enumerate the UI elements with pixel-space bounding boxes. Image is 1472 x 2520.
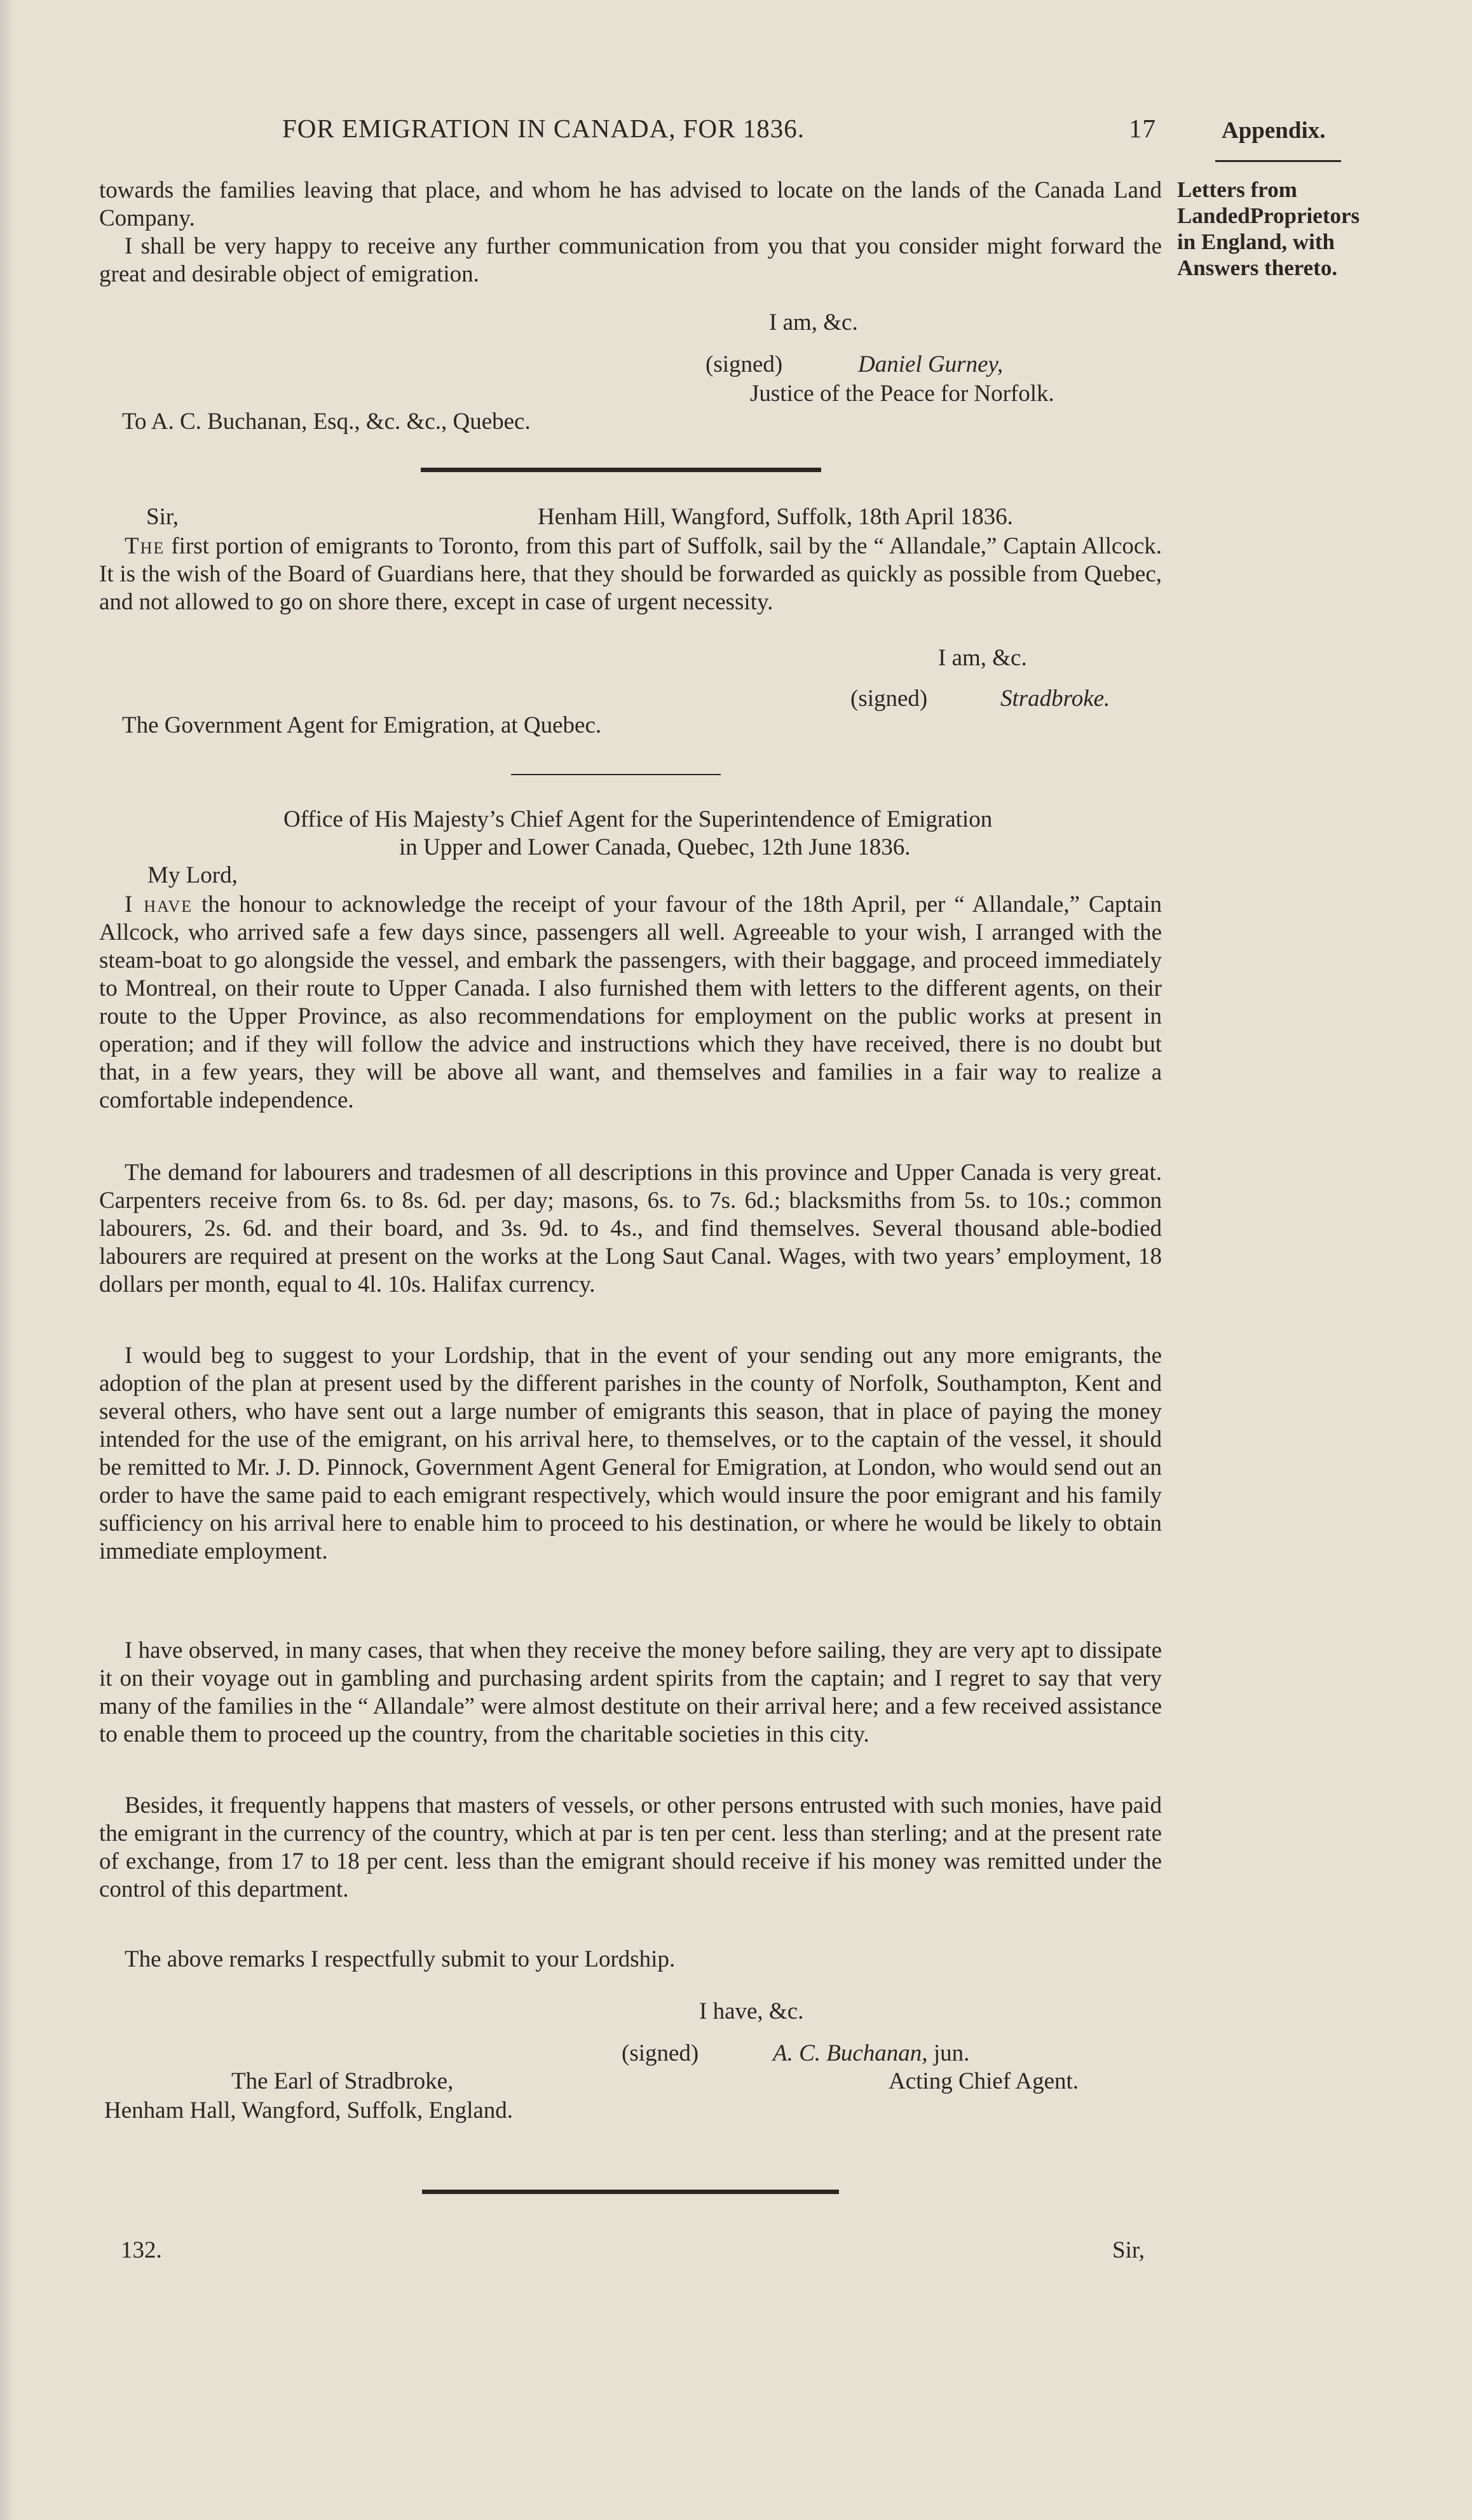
letter3-office-line-2: in Upper and Lower Canada, Quebec, 12th June 1836. xyxy=(399,834,911,860)
letter2-signature: Stradbroke. xyxy=(1000,686,1110,712)
margin-note xyxy=(1177,177,1360,281)
margin-note-line: Letters from xyxy=(1177,177,1297,202)
letter1-addressee: To A. C. Buchanan, Esq., &c. &c., Quebec. xyxy=(122,409,531,435)
letter2-salutation: Sir, xyxy=(146,504,179,530)
letter1-paragraph-2: I shall be very happy to receive any further communication from you that you consider might forward the great and desirable object of emigration. xyxy=(99,233,1162,287)
appendix-underline xyxy=(1215,160,1341,162)
letter3-signed: (signed) xyxy=(622,2040,699,2066)
letter1-closing: I am, &c. xyxy=(769,309,858,335)
section-divider xyxy=(511,774,721,775)
letter3-lead-word: I have xyxy=(125,891,193,918)
section-divider xyxy=(422,2190,839,2194)
page-edge-shadow xyxy=(0,0,14,2520)
margin-note-line: Answers thereto. xyxy=(1177,255,1338,280)
letter3-addressee-line-1: The Earl of Stradbroke, xyxy=(231,2068,454,2094)
letter2-body: The first portion of emigrants to Toronto, from this part of Suffolk, sail by the “ Allandale,” Captain Allcock. It is the wish of the Board of Guardians here, that they should be forwarded as quickly as possible from Quebec, and not allowed to go on shore there, except in case of urgent necessity. xyxy=(99,533,1162,615)
letter3-paragraph-6: The above remarks I respectfully submit to your Lordship. xyxy=(125,1946,676,1972)
letter1-signature: Daniel Gurney, xyxy=(858,351,1004,377)
letter1-paragraph-1: towards the families leaving that place, and whom he has advised to locate on the lands of the Canada Land Company. xyxy=(99,177,1162,231)
letter2-dateline: Henham Hill, Wangford, Suffolk, 18th April 1836. xyxy=(538,504,1013,530)
letter3-paragraph-3: I would beg to suggest to your Lordship, that in the event of your sending out any more emigrants, the adoption of the plan at present used by the different parishes in the county of Norfolk, Southampton, Kent and several others, who have sent out a large number of emigrants this season, that in place of paying the money intended for the use of the emigrant, on his arrival here, to themselves, or to the captain of the vessel, it should be remitted to Mr. J. D. Pinnock, Government Agent General for Emigration, at London, who would send out an order to have the same paid to each emigrant respectively, which would insure the poor emigrant and his family sufficiency on his arrival here to enable him to proceed to his destination, or where he would be likely to obtain immediate employment. xyxy=(99,1343,1162,1564)
appendix-label: Appendix. xyxy=(1222,118,1326,144)
letter3-paragraph-4: I have observed, in many cases, that when they receive the money before sailing, they are very apt to dissipate it on their voyage out in gambling and purchasing ardent spirits from the captain; and I regret to say that very many of the families in the “ Allandale” were almost destitute on their arrival here; and a few received assistance to enable them to proceed up the country, from the charitable societies in this city. xyxy=(99,1637,1162,1747)
letter3-paragraph-2: The demand for labourers and tradesmen of all descriptions in this province and Upper Canada is very great. Carpenters receive from 6s. to 8s. 6d. per day; masons, 6s. to 7s. 6d.; blacksmiths from 5s. to 10s.; common labourers, 2s. 6d. and their board, and 3s. 9d. to 4s., and find themselves. Several thousand able-bodied labourers are required at present on the works at the Long Saut Canal. Wages, with two years’ employment, 18 dollars per month, equal to 4l. 10s. Halifax currency. xyxy=(99,1160,1162,1297)
margin-note-line: in England, with xyxy=(1177,229,1335,254)
letter3-salutation: My Lord, xyxy=(147,862,238,888)
page-number: 17 xyxy=(1129,114,1156,143)
letter3-signer-title: Acting Chief Agent. xyxy=(889,2068,1079,2094)
sheet-number: 132. xyxy=(121,2237,162,2263)
letter3-signature: A. C. Buchanan, jun. xyxy=(773,2040,970,2066)
margin-note-line: LandedProprietors xyxy=(1177,203,1360,228)
letter2-lead-word: The xyxy=(125,533,165,559)
catchword: Sir, xyxy=(1112,2237,1145,2263)
letter3-closing: I have, &c. xyxy=(699,1998,804,2024)
section-divider xyxy=(421,468,821,472)
letter1-signer-title: Justice of the Peace for Norfolk. xyxy=(750,381,1054,407)
letter2-addressee: The Government Agent for Emigration, at Quebec. xyxy=(122,712,602,738)
running-title: FOR EMIGRATION IN CANADA, FOR 1836. xyxy=(282,114,805,143)
letter3-paragraph-1: I have the honour to acknowledge the receipt of your favour of the 18th April, per “ Allandale,” Captain Allcock, who arrived safe a few days since, passengers all well. Agreeable to your wish, I arranged with the steam-boat to go alongside the vessel, and embark the passengers, with their baggage, and proceed immediately to Montreal, on their route to Upper Canada. I also furnished them with letters to the different agents, on their route to the Upper Province, as also recommendations for employment on the public works at present in operation; and if they will follow the advice and instructions which they have received, there is no doubt but that, in a few years, they will be above all want, and themselves and families in a fair way to realize a comfortable independence. xyxy=(99,891,1162,1113)
letter2-closing: I am, &c. xyxy=(938,645,1027,671)
letter3-addressee-line-2: Henham Hall, Wangford, Suffolk, England. xyxy=(104,2097,514,2124)
letter2-signed: (signed) xyxy=(850,686,928,712)
letter3-paragraph-5: Besides, it frequently happens that masters of vessels, or other persons entrusted with such monies, have paid the emigrant in the currency of the country, which at par is ten per cent. less than sterling; and at the present rate of exchange, from 17 to 18 per cent. less than the emigrant should receive if his money was remitted under the control of this department. xyxy=(99,1792,1162,1902)
letter1-signed: (signed) xyxy=(705,351,783,377)
letter3-office-line-1: Office of His Majesty’s Chief Agent for the Superintendence of Emigration xyxy=(283,806,993,832)
